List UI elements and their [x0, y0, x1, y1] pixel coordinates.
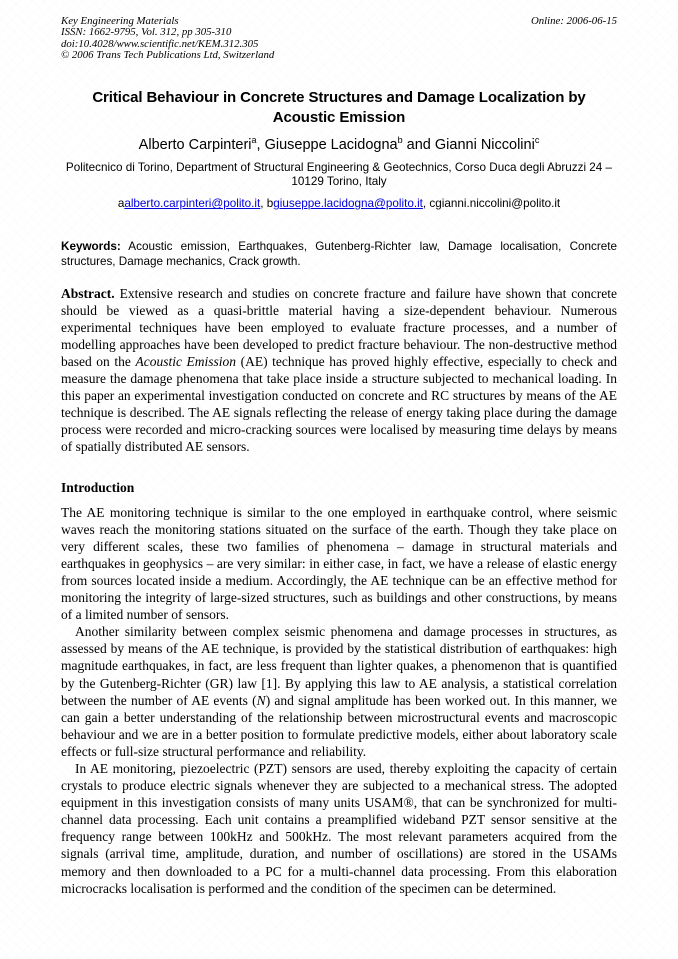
keywords-label: Keywords: — [61, 240, 121, 254]
email-separator: , — [260, 197, 267, 211]
intro-paragraph-2-variable-N: N — [256, 692, 266, 708]
author-name-carpinteri: Alberto Carpinteri — [138, 136, 252, 153]
abstract-paragraph — [61, 285, 617, 456]
introduction-heading: Introduction — [61, 479, 135, 495]
abstract-text-2: (AE) technique has proved highly effective, especially to check and measure the damage phenomena that take place inside a structure subjected to mechanical loading. In this paper an experimental investigation conducted on concrete and RC structures by means of the AE technique is described. The AE signals reflecting the release of energy taking place during the damage process were recorded and micro-cracking sources were localised by measuring time delays by means of spatially distributed AE sensors. — [61, 354, 618, 455]
email-prefix-c: c — [429, 197, 436, 211]
email-separator: , — [422, 197, 430, 211]
author-affil-mark-c: c — [534, 134, 540, 145]
emails-line — [61, 197, 617, 211]
abstract-label: Abstract. — [61, 285, 115, 301]
journal-copyright: © 2006 Trans Tech Publications Ltd, Switzerland — [61, 49, 275, 62]
paper-title: Critical Behaviour in Concrete Structures and Damage Localization by Acoustic Emission — [92, 88, 586, 126]
author-affil-mark-a: a — [251, 134, 257, 145]
email-link-carpinteri[interactable]: alberto.carpinteri@polito.it — [124, 197, 261, 211]
intro-paragraph-2-text-1: Another similarity between complex seismic phenomena and damage processes in structures, as assessed by means of the AE technique, is provided by the statistical distribution of earthquakes: high magnitude earthquakes, in fact, are less frequent than lighter quakes, a phenomenon that is quantified by the Gutenberg-Richter (GR) law [1]. By applying this law to AE analysis, a statistical correlation between the number of AE events ( — [61, 624, 617, 708]
journal-header — [61, 16, 617, 62]
journal-doi: doi:10.4028/www.scientific.net/KEM.312.305 — [61, 37, 259, 50]
email-prefix-b: b — [266, 197, 274, 211]
intro-paragraph-1: The AE monitoring technique is similar to the one employed in earthquake control, where seismic waves reach the monitoring stations situated on the surface of the earth. Though they take place on very different scales, these two families of phenomena – damage in structural materials and earthquakes in geophysics – are very similar: in either case, in fact, we have a release of elastic energy from sources located inside a medium. Accordingly, the AE technique can be an effective method for monitoring the integrity of large-sized structures, such as buildings and other constructions, by means of a limited number of sensors. — [61, 504, 617, 623]
online-date: Online: 2006-06-15 — [530, 15, 617, 27]
email-link-lacidogna[interactable]: giuseppe.lacidogna@polito.it — [273, 197, 423, 211]
author-separator: and — [402, 136, 435, 153]
keywords-paragraph — [61, 239, 617, 269]
authors-line — [61, 135, 617, 155]
abstract-text-1: Extensive research and studies on concrete fracture and failure have shown that concrete should be viewed as a quasi-brittle material having a size-dependent behaviour. Numerous experimental techniques have been employed to evaluate fracture processes, and a number of modelling approaches have been developed to predict fracture behaviour. The non-destructive method based on the — [61, 285, 617, 369]
email-text-niccolini: gianni.niccolini@polito.it — [435, 197, 561, 211]
affiliation: Politecnico di Torino, Department of Structural Engineering & Geotechnics, Corso Duca degli Abruzzi 24 – 10129 Torino, Italy — [65, 160, 613, 188]
author-separator: , — [256, 136, 265, 153]
journal-meta — [61, 16, 274, 62]
author-name-lacidogna: Giuseppe Lacidogna — [264, 136, 398, 153]
abstract-italic-term: Acoustic Emission — [135, 354, 237, 369]
author-affil-mark-b: b — [397, 134, 403, 145]
intro-paragraph-2 — [61, 623, 617, 760]
keywords-text: Acoustic emission, Earthquakes, Gutenberg-Richter law, Damage localisation, Concrete structures, Damage mechanics, Crack growth. — [61, 240, 617, 269]
author-name-niccolini: Gianni Niccolini — [434, 136, 535, 153]
intro-paragraph-3: In AE monitoring, piezoelectric (PZT) sensors are used, thereby exploiting the capacity of certain crystals to produce electric signals whenever they are subjected to a mechanical stress. The adopted equipment in this investigation consists of many units USAM®, that can be synchronized for multi-channel data processing. Each unit contains a preamplified wideband PZT sensor sensitive at the frequency range between 100kHz and 500kHz. The most relevant parameters acquired from the signals (arrival time, amplitude, duration, and number of oscillations) are stored in the USAMs memory and then downloaded to a PC for a multi-channel data processing. From this elaboration microcracks localisation is performed and the condition of the specimen can be determined. — [61, 760, 617, 896]
intro-paragraph-2-text-2: ) and signal amplitude has been worked out. In this manner, we can gain a better understanding of the relationship between microstructural events and macroscopic behaviour and we are in a better position to formulate predictive models, either about laboratory scale effects or full-size structural performance and reliability. — [61, 692, 618, 759]
journal-issn-volume: ISSN: 1662-9795, Vol. 312, pp 305-310 — [61, 26, 232, 39]
email-prefix-a: a — [117, 197, 125, 211]
journal-title: Key Engineering Materials — [61, 15, 179, 27]
